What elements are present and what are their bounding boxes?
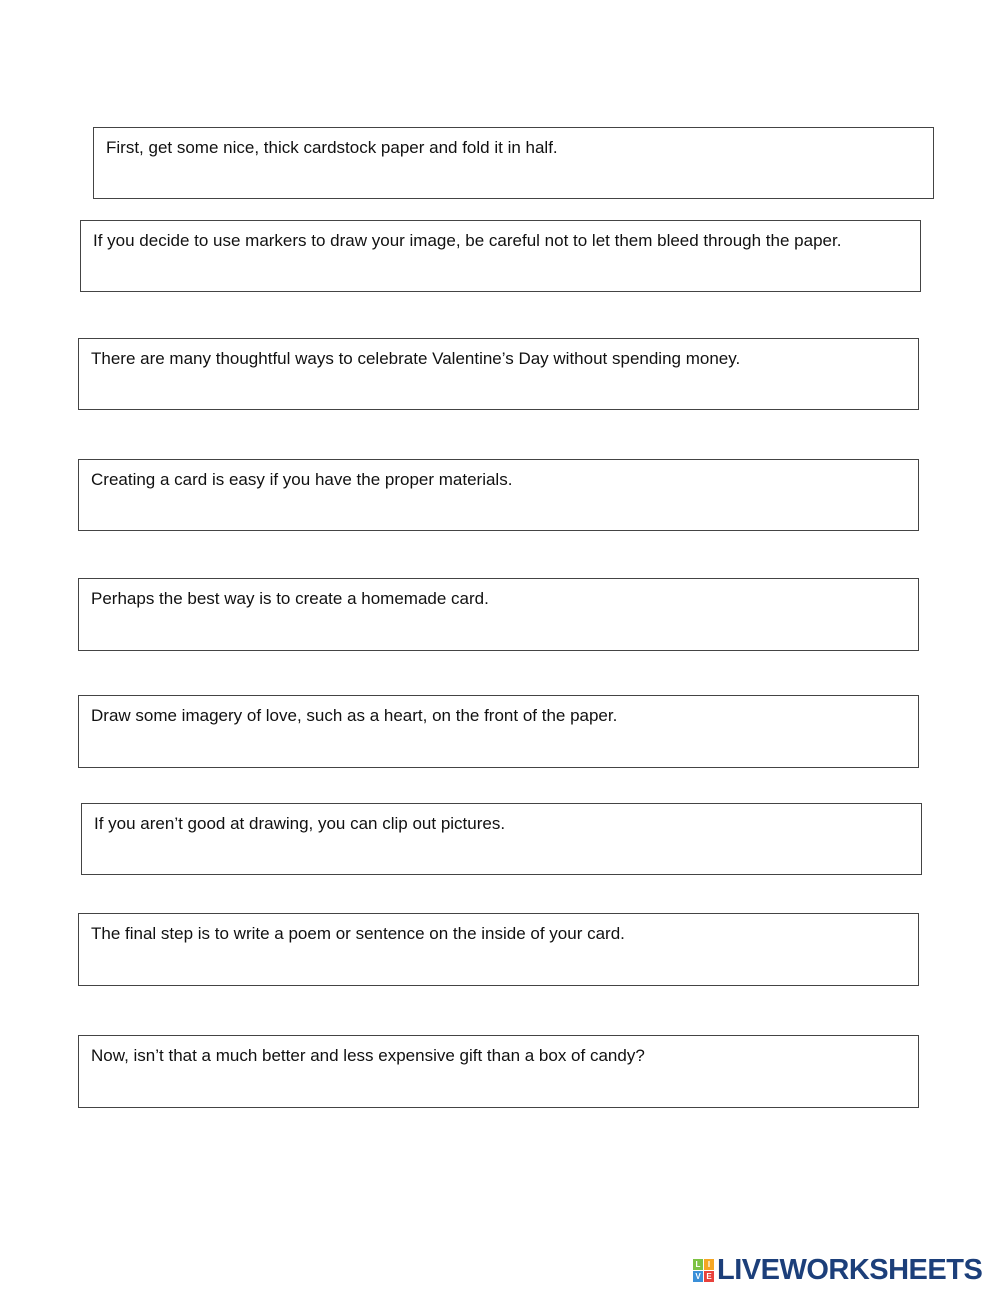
- sentence-box-6[interactable]: [78, 695, 919, 768]
- sentence-text: If you aren’t good at drawing, you can clip out pictures.: [94, 814, 506, 833]
- logo-tiles-icon: [693, 1259, 714, 1282]
- sentence-box-5[interactable]: [78, 578, 919, 651]
- logo-tile: V: [693, 1271, 703, 1282]
- sentence-box-2[interactable]: [80, 220, 921, 292]
- sentence-text: Draw some imagery of love, such as a heart, on the front of the paper.: [91, 706, 618, 725]
- sentence-text: The final step is to write a poem or sentence on the inside of your card.: [91, 924, 625, 943]
- logo-tile: E: [704, 1271, 714, 1282]
- sentence-box-7[interactable]: [81, 803, 922, 875]
- sentence-text: Now, isn’t that a much better and less expensive gift than a box of candy?: [91, 1046, 645, 1065]
- logo-tile: I: [704, 1259, 714, 1270]
- logo-tile: L: [693, 1259, 703, 1270]
- sentence-box-8[interactable]: [78, 913, 919, 986]
- sentence-box-3[interactable]: [78, 338, 919, 410]
- sentence-text: Creating a card is easy if you have the proper materials.: [91, 470, 513, 489]
- sentence-text: First, get some nice, thick cardstock paper and fold it in half.: [106, 138, 558, 157]
- sentence-text: There are many thoughtful ways to celebrate Valentine’s Day without spending money.: [91, 349, 741, 368]
- logo-text: LIVEWORKSHEETS: [717, 1254, 983, 1286]
- sentence-box-4[interactable]: [78, 459, 919, 531]
- sentence-text: Perhaps the best way is to create a homemade card.: [91, 589, 489, 608]
- sentence-box-9[interactable]: [78, 1035, 919, 1108]
- liveworksheets-logo: [693, 1256, 982, 1284]
- sentence-box-1[interactable]: [93, 127, 934, 199]
- sentence-text: If you decide to use markers to draw your image, be careful not to let them bleed through the paper.: [93, 231, 842, 250]
